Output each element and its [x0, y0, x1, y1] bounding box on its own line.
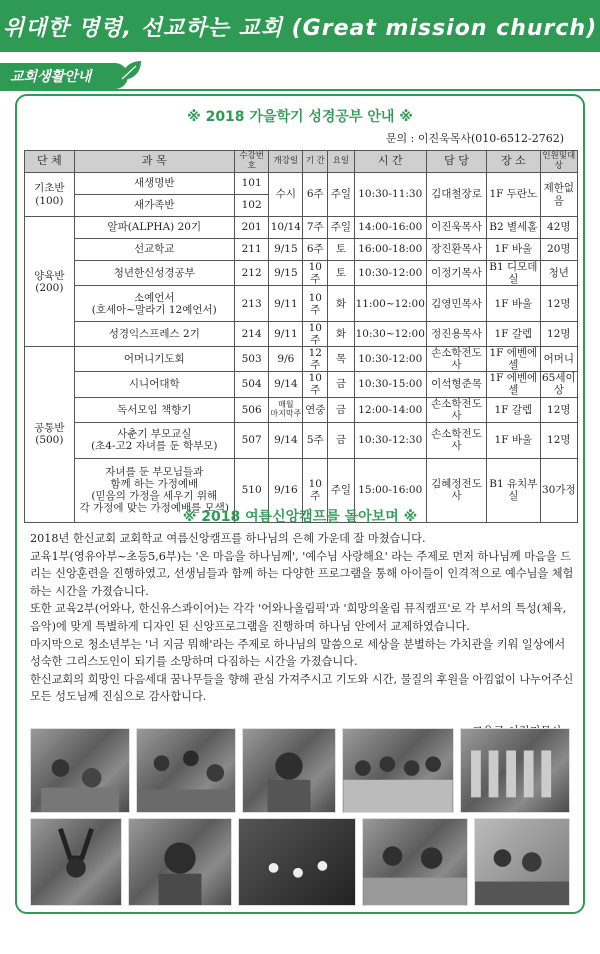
day-cell: 토	[328, 261, 354, 286]
place-cell: 1F 바울	[487, 422, 540, 458]
period-cell: 12주	[303, 347, 328, 372]
camp-photo	[242, 728, 336, 813]
teacher-cell: 김혜정전도사	[426, 458, 486, 522]
period-cell: 10주	[303, 322, 328, 347]
code-cell: 211	[234, 239, 269, 261]
code-cell: 201	[234, 217, 269, 239]
course-cell: 선교학교	[74, 239, 234, 261]
place-cell: 1F 에벤에셀	[487, 347, 540, 372]
start-cell: 9/11	[269, 286, 303, 322]
time-cell: 12:00-14:00	[354, 397, 426, 422]
time-cell: 10:30-12:00	[354, 347, 426, 372]
start-cell: 9/6	[269, 347, 303, 372]
day-cell: 화	[328, 286, 354, 322]
target-cell: 20명	[540, 239, 577, 261]
time-cell: 16:00-18:00	[354, 239, 426, 261]
section-tag	[0, 63, 128, 89]
period-cell: 10주	[303, 286, 328, 322]
table-row	[25, 217, 578, 239]
time-cell: 11:00~12:00	[354, 286, 426, 322]
table-header-row	[25, 151, 578, 173]
course-cell: 청년한신성경공부	[74, 261, 234, 286]
group-cell: 양육반 (200)	[25, 217, 75, 347]
camp-photo	[30, 818, 122, 906]
header-cell: 시 간	[354, 151, 426, 173]
place-cell: 1F 에벤에셀	[487, 372, 540, 397]
period-cell: 6주	[303, 173, 328, 217]
table-row	[25, 286, 578, 322]
banner-title: 위대한 명령, 선교하는 교회 (Great mission church)	[2, 15, 598, 41]
article-paragraph: 마지막으로 청소년부는 '너 지금 뭐해'라는 주제로 하나님의 말씀으로 세상을 분별하는 가치관을 키워 일상에서 성숙한 그리스도인이 되기를 소망하며 다짐하는 시간을 가졌습니다.	[30, 637, 566, 669]
place-cell: B2 별세홀	[487, 217, 540, 239]
group-cell: 공통반 (500)	[25, 347, 75, 522]
course-cell: 독서모임 책향기	[74, 397, 234, 422]
teacher-cell: 이진욱목사	[426, 217, 486, 239]
day-cell: 주일	[328, 458, 354, 522]
period-cell: 6주	[303, 239, 328, 261]
header-cell: 과 목	[74, 151, 234, 173]
teacher-cell: 정진용목사	[426, 322, 486, 347]
group-cell: 기초반 (100)	[25, 173, 75, 217]
course-cell: 어머니기도회	[74, 347, 234, 372]
target-cell: 청년	[540, 261, 577, 286]
table-row	[25, 422, 578, 458]
period-cell: 5주	[303, 422, 328, 458]
course-cell: 새생명반	[74, 173, 234, 195]
target-cell: 12명	[540, 422, 577, 458]
header-cell: 기 간	[303, 151, 328, 173]
article-paragraph: 또한 교육2부(어와나, 한신유스콰이어)는 각각 '어와나올림픽'과 '희망의올림 뮤직캠프'로 각 부서의 특성(체육, 음악)에 맞게 특별하게 디자인 된 신앙프로그램을 진행하며 하나님 안에서 교제하였습니다.	[30, 602, 567, 633]
code-cell: 503	[234, 347, 269, 372]
period-cell: 연중	[303, 397, 328, 422]
teacher-cell: 손소학전도사	[426, 422, 486, 458]
camp-photo	[30, 728, 130, 813]
time-cell: 10:30~12:00	[354, 322, 426, 347]
code-cell: 510	[234, 458, 269, 522]
code-cell: 504	[234, 372, 269, 397]
section-tag-label: 교회생활안내	[10, 69, 92, 85]
camp-heading: ※ 2018 여름신앙캠프를 돌아보며 ※	[182, 509, 418, 525]
header-cell: 장 소	[487, 151, 540, 173]
code-cell: 101	[234, 173, 269, 195]
target-cell: 12명	[540, 322, 577, 347]
start-cell: 9/14	[269, 422, 303, 458]
day-cell: 목	[328, 347, 354, 372]
camp-photo	[460, 728, 570, 813]
table-row	[25, 347, 578, 372]
start-cell: 9/15	[269, 239, 303, 261]
course-cell: 새가족반	[74, 195, 234, 217]
code-cell: 507	[234, 422, 269, 458]
camp-photo	[128, 818, 232, 906]
place-cell: 1F 바울	[487, 239, 540, 261]
code-cell: 212	[234, 261, 269, 286]
camp-article	[30, 530, 576, 706]
target-cell: 12명	[540, 286, 577, 322]
code-cell: 102	[234, 195, 269, 217]
start-cell: 9/11	[269, 322, 303, 347]
teacher-cell: 김대철장로	[426, 173, 486, 217]
day-cell: 화	[328, 322, 354, 347]
camp-photo	[362, 818, 468, 906]
article-paragraph: 한신교회의 희망인 다음세대 꿈나무들을 향해 관심 가져주시고 기도와 시간, 물질의 후원을 아낌없이 나누어주신 모든 성도님께 진심으로 감사합니다.	[30, 672, 574, 704]
target-cell: 65세이상	[541, 372, 576, 397]
period-cell: 7주	[303, 217, 328, 239]
start-cell: 9/14	[269, 372, 303, 397]
day-cell: 금	[328, 397, 354, 422]
table-row	[25, 173, 578, 195]
contact-info: 문의 : 이진욱목사(010-6512-2762)	[385, 132, 564, 145]
course-cell: 자녀를 둔 부모님들과 함께 하는 가정예배 (믿음의 가정을 세우기 위해 각 가정에 맞는 가정예배를 모색)	[74, 458, 234, 522]
study-heading: ※ 2018 가을학기 성경공부 안내 ※	[187, 109, 413, 125]
course-cell: 사춘기 부모교실 (초4-고2 자녀를 둔 학부모)	[74, 422, 234, 458]
start-cell: 9/16	[269, 458, 303, 522]
table-row	[25, 239, 578, 261]
teacher-cell: 이석형준목	[426, 372, 486, 397]
table-row	[25, 372, 578, 397]
place-cell: B1 디모데실	[487, 261, 540, 286]
start-cell: 수시	[269, 173, 303, 217]
start-cell: 9/15	[269, 261, 303, 286]
table-row	[25, 261, 578, 286]
leaf-icon	[118, 58, 144, 84]
start-cell: 10/14	[269, 217, 303, 239]
course-cell: 알파(ALPHA) 20기	[74, 217, 234, 239]
time-cell: 10:30-15:00	[354, 372, 426, 397]
code-cell: 214	[234, 322, 269, 347]
page-banner	[0, 0, 600, 52]
target-cell: 30가정	[540, 458, 577, 522]
study-schedule-table	[24, 150, 578, 523]
target-cell: 42명	[540, 217, 577, 239]
time-cell: 10:30-11:30	[354, 173, 426, 217]
header-cell: 담 당	[426, 151, 486, 173]
place-cell: 1F 두란노	[487, 173, 540, 217]
teacher-cell: 손소학전도사	[426, 397, 486, 422]
course-cell: 소예언서 (호세아~말라기 12예언서)	[74, 286, 234, 322]
teacher-cell: 손소학전도사	[426, 347, 486, 372]
period-cell: 10주	[303, 372, 328, 397]
header-cell: 수강번호	[234, 151, 269, 173]
period-cell: 10주	[303, 458, 328, 522]
day-cell: 주일	[328, 173, 354, 217]
teacher-cell: 장진환목사	[426, 239, 486, 261]
place-cell: 1F 갈렙	[487, 397, 540, 422]
table-row	[25, 322, 578, 347]
day-cell: 주일	[328, 217, 354, 239]
time-cell: 10:30-12:30	[354, 422, 426, 458]
camp-photo	[342, 728, 454, 813]
target-cell: 12명	[540, 397, 577, 422]
teacher-cell: 김영민목사	[426, 286, 486, 322]
camp-photo	[474, 818, 570, 906]
camp-photo	[238, 818, 356, 906]
start-cell: 매월 마지막주	[269, 397, 303, 422]
place-cell: 1F 바울	[487, 286, 540, 322]
place-cell: 1F 갈렙	[487, 322, 540, 347]
header-cell: 단 체	[25, 151, 75, 173]
target-cell: 어머니	[540, 347, 577, 372]
article-paragraph: 2018년 한신교회 교회학교 여름신앙캠프를 하나님의 은혜 가운데 잘 마쳤습니다.	[30, 532, 426, 545]
time-cell: 15:00-16:00	[354, 458, 426, 522]
course-cell: 시니어대학	[74, 372, 234, 397]
code-cell: 213	[234, 286, 269, 322]
header-cell: 개강일	[269, 151, 303, 173]
code-cell: 506	[234, 397, 269, 422]
day-cell: 토	[328, 239, 354, 261]
header-cell: 요일	[328, 151, 354, 173]
article-paragraph: 교육1부(영유아부~초등5,6부)는 '온 마음을 하나님께', '예수님 사랑해요' 라는 주제로 먼저 하나님께 마음을 드리는 신앙훈련을 진행하였고, 선생님들과 함께 하는 다양한 프로그램을 통해 아이들이 인격적으로 예수님을 체험하는 시간을 가졌습니다.	[30, 549, 574, 598]
day-cell: 금	[328, 372, 354, 397]
place-cell: B1 유치부실	[487, 458, 540, 522]
section-divider	[0, 89, 600, 91]
course-cell: 성경익스프레스 2기	[74, 322, 234, 347]
period-cell: 10주	[303, 261, 328, 286]
header-cell: 인원및대상	[540, 151, 577, 173]
time-cell: 10:30-12:00	[354, 261, 426, 286]
teacher-cell: 이정기목사	[426, 261, 486, 286]
target-cell: 제한없음	[540, 173, 577, 217]
camp-photo	[136, 728, 236, 813]
day-cell: 금	[328, 422, 354, 458]
time-cell: 14:00-16:00	[354, 217, 426, 239]
table-row	[25, 397, 578, 422]
